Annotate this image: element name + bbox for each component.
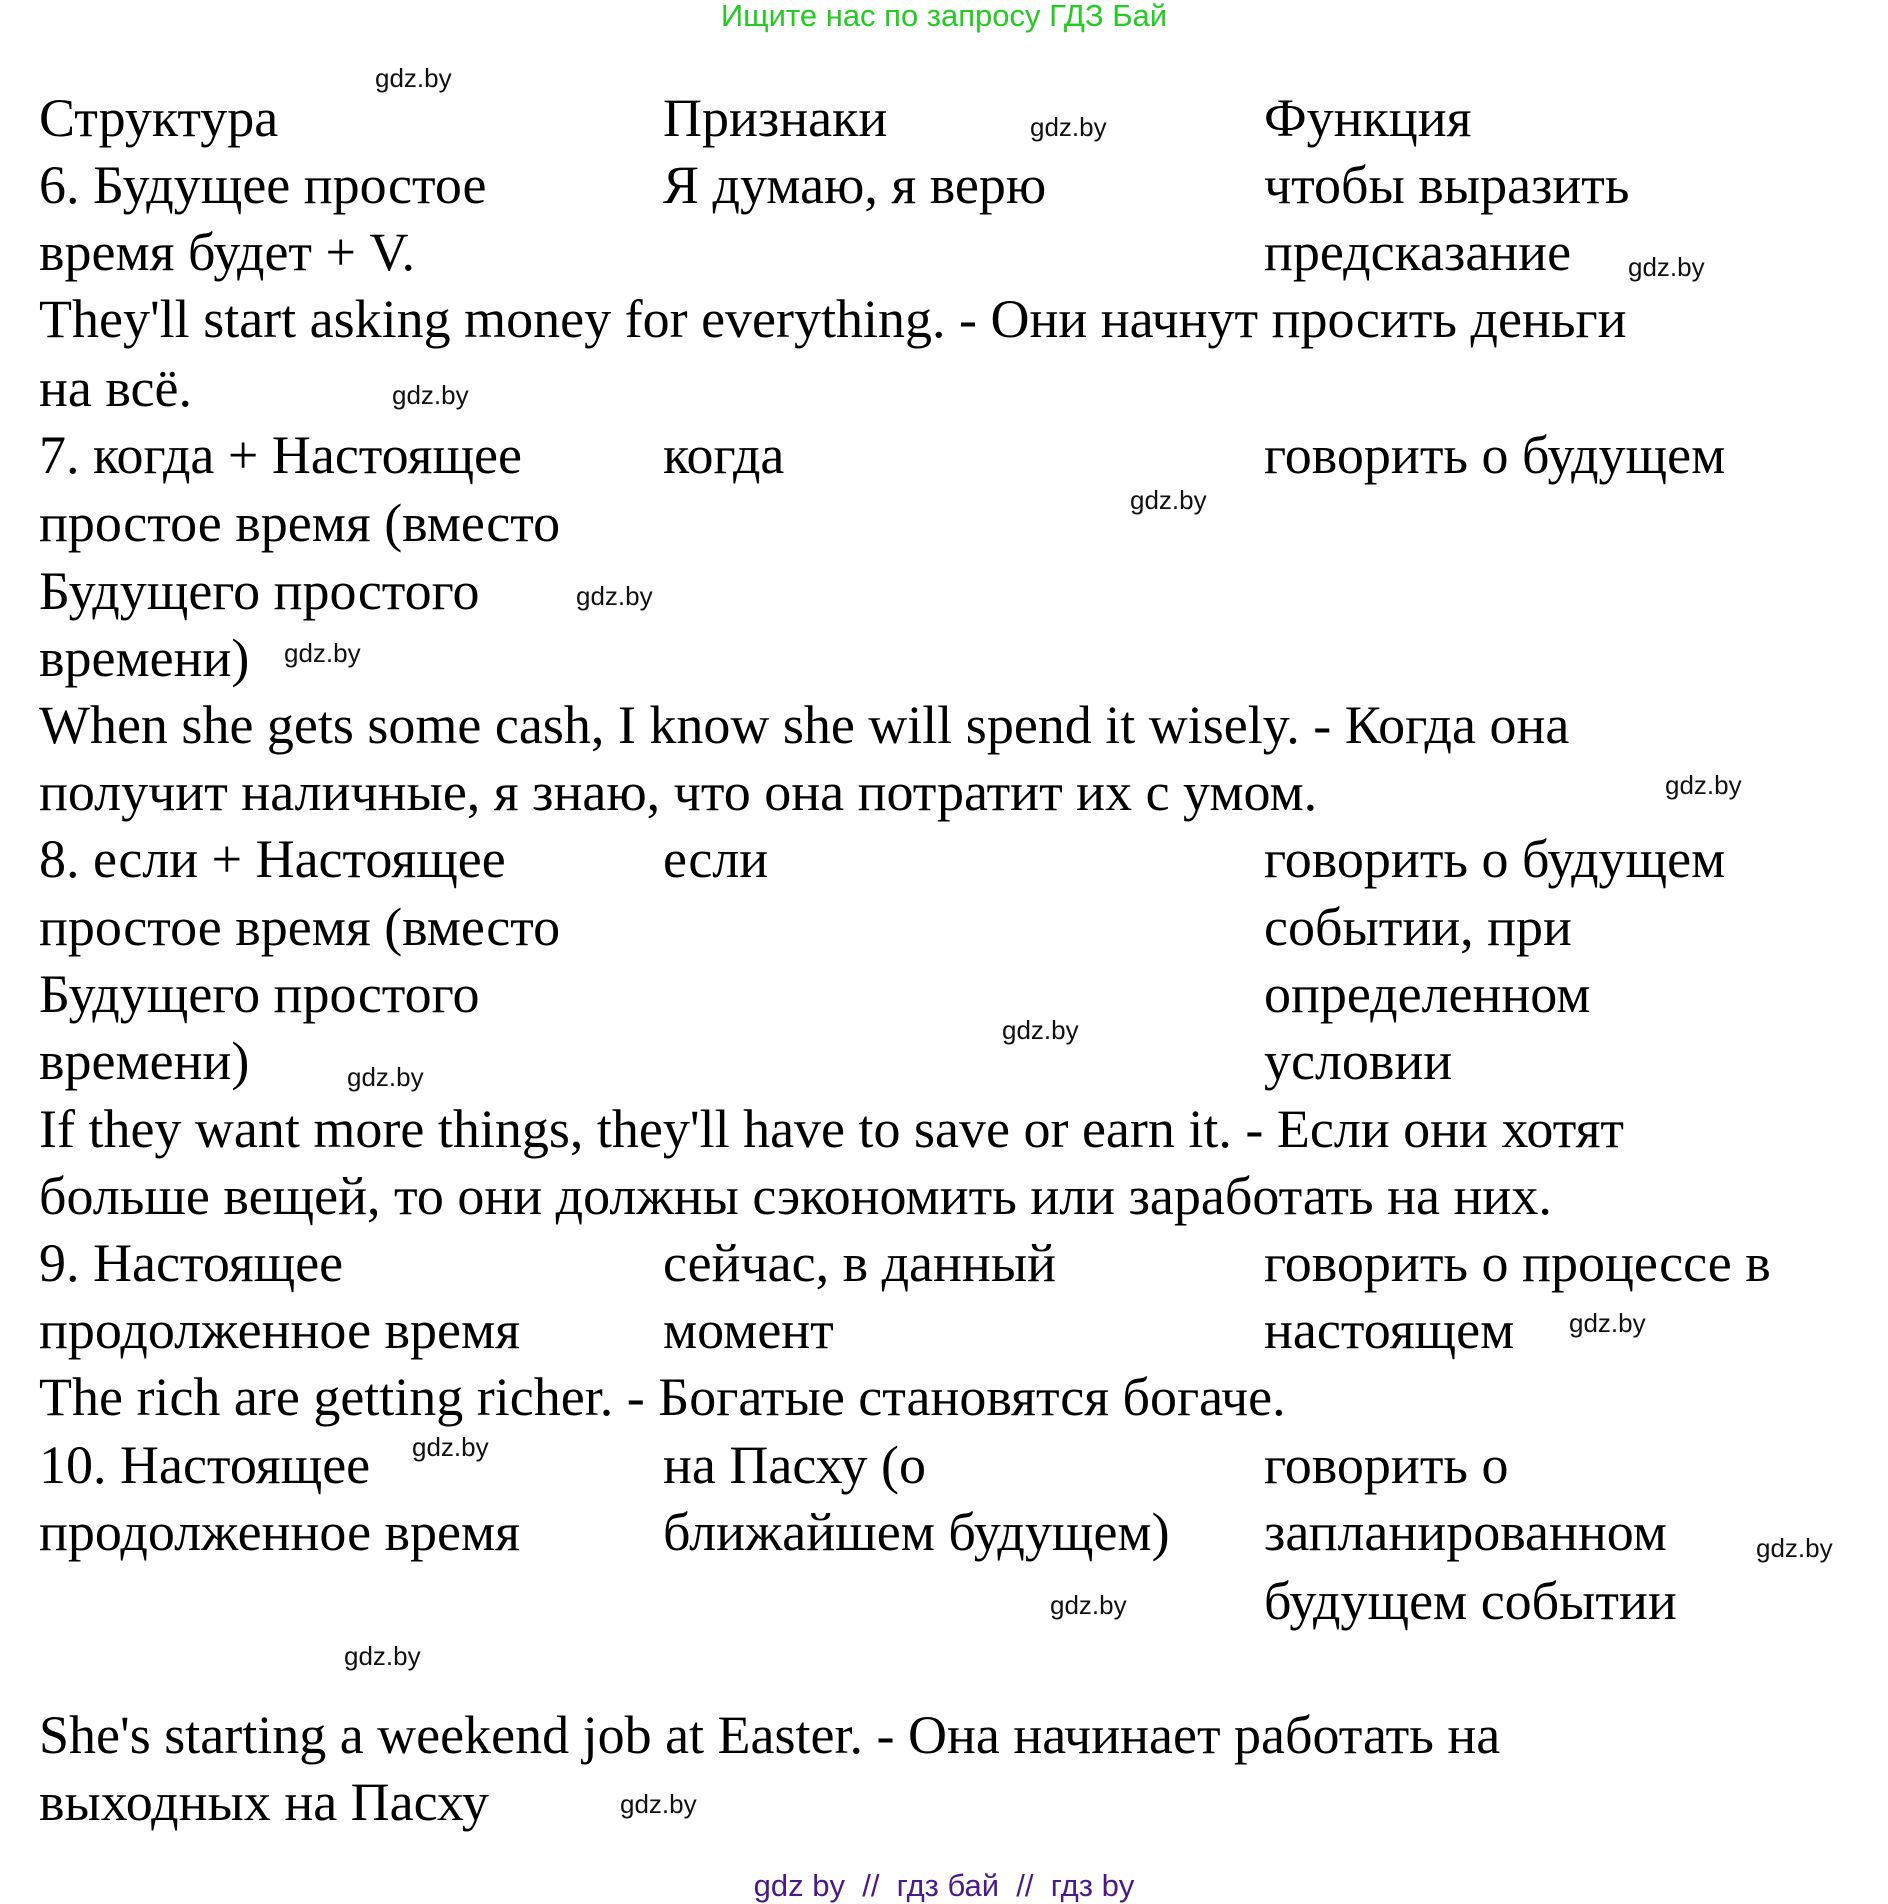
example-sentence: The rich are getting richer. - Богатые становятся богаче. [39,1367,1286,1427]
structure-text: времени) [39,628,250,688]
search-banner: Ищите нас по запросу ГДЗ Бай [720,0,1168,33]
watermark: gdz.by [1030,112,1107,142]
function-text: чтобы выразить [1264,155,1630,215]
example-sentence: на всё. [39,358,192,418]
example-sentence: When she gets some cash, I know she will spend it wisely. - Когда она [39,695,1570,755]
signs-text: момент [663,1300,834,1360]
function-text: говорить о будущем [1264,425,1726,485]
signs-text: когда [663,425,785,485]
structure-text: простое время (вместо [39,493,561,553]
watermark: gdz.by [1050,1590,1127,1620]
function-text: говорить о процессе в [1264,1233,1771,1293]
watermark: gdz.by [347,1062,424,1092]
example-sentence: She's starting a weekend job at Easter. - Она начинает работать на [39,1705,1501,1765]
watermark: gdz.by [620,1789,697,1819]
structure-text: Будущего простого [39,561,480,621]
watermark: gdz.by [1756,1533,1833,1563]
signs-text: на Пасху (о [663,1435,927,1495]
structure-text: простое время (вместо [39,897,561,957]
column-header-structure: Структура [39,88,279,148]
signs-text: Я думаю, я верю [663,155,1047,215]
signs-text: ближайшем будущем) [663,1502,1170,1562]
watermark: gdz.by [576,581,653,611]
signs-text: если [663,829,769,889]
watermark: gdz.by [375,63,452,93]
watermark: gdz.by [392,380,469,410]
watermark: gdz.by [412,1432,489,1462]
watermark: gdz.by [1130,485,1207,515]
structure-text: 10. Настоящее [39,1435,371,1495]
function-text: событии, при [1264,897,1572,957]
structure-text: время будет + V. [39,222,416,282]
function-text: условии [1264,1031,1453,1091]
structure-text: Будущего простого [39,964,480,1024]
watermark: gdz.by [344,1641,421,1671]
column-header-signs: Признаки [663,88,888,148]
example-sentence: выходных на Пасху [39,1772,489,1832]
function-text: определенном [1264,964,1591,1024]
watermark: gdz.by [1002,1015,1079,1045]
example-sentence: получит наличные, я знаю, что она потратит их с умом. [39,762,1318,822]
function-text: говорить о [1264,1435,1509,1495]
function-text: запланированном [1264,1502,1667,1562]
example-sentence: больше вещей, то они должны сэкономить или заработать на них. [39,1166,1552,1226]
structure-text: продолженное время [39,1502,521,1562]
watermark: gdz.by [1628,252,1705,282]
example-sentence: They'll start asking money for everything. - Они начнут просить деньги [39,289,1627,349]
footer-links: gdz by // гдз бай // гдз by [753,1868,1135,1903]
signs-text: сейчас, в данный [663,1233,1057,1293]
structure-text: времени) [39,1031,250,1091]
structure-text: 7. когда + Настоящее [39,425,522,485]
example-sentence: If they want more things, they'll have to save or earn it. - Если они хотят [39,1099,1625,1159]
structure-text: продолженное время [39,1300,521,1360]
function-text: предсказание [1264,222,1572,282]
structure-text: 9. Настоящее [39,1233,344,1293]
watermark: gdz.by [1569,1308,1646,1338]
structure-text: 6. Будущее простое [39,155,487,215]
function-text: говорить о будущем [1264,829,1726,889]
function-text: настоящем [1264,1300,1515,1360]
watermark: gdz.by [284,638,361,668]
watermark: gdz.by [1665,770,1742,800]
function-text: будущем событии [1264,1571,1677,1631]
column-header-function: Функция [1264,88,1472,148]
structure-text: 8. если + Настоящее [39,829,506,889]
